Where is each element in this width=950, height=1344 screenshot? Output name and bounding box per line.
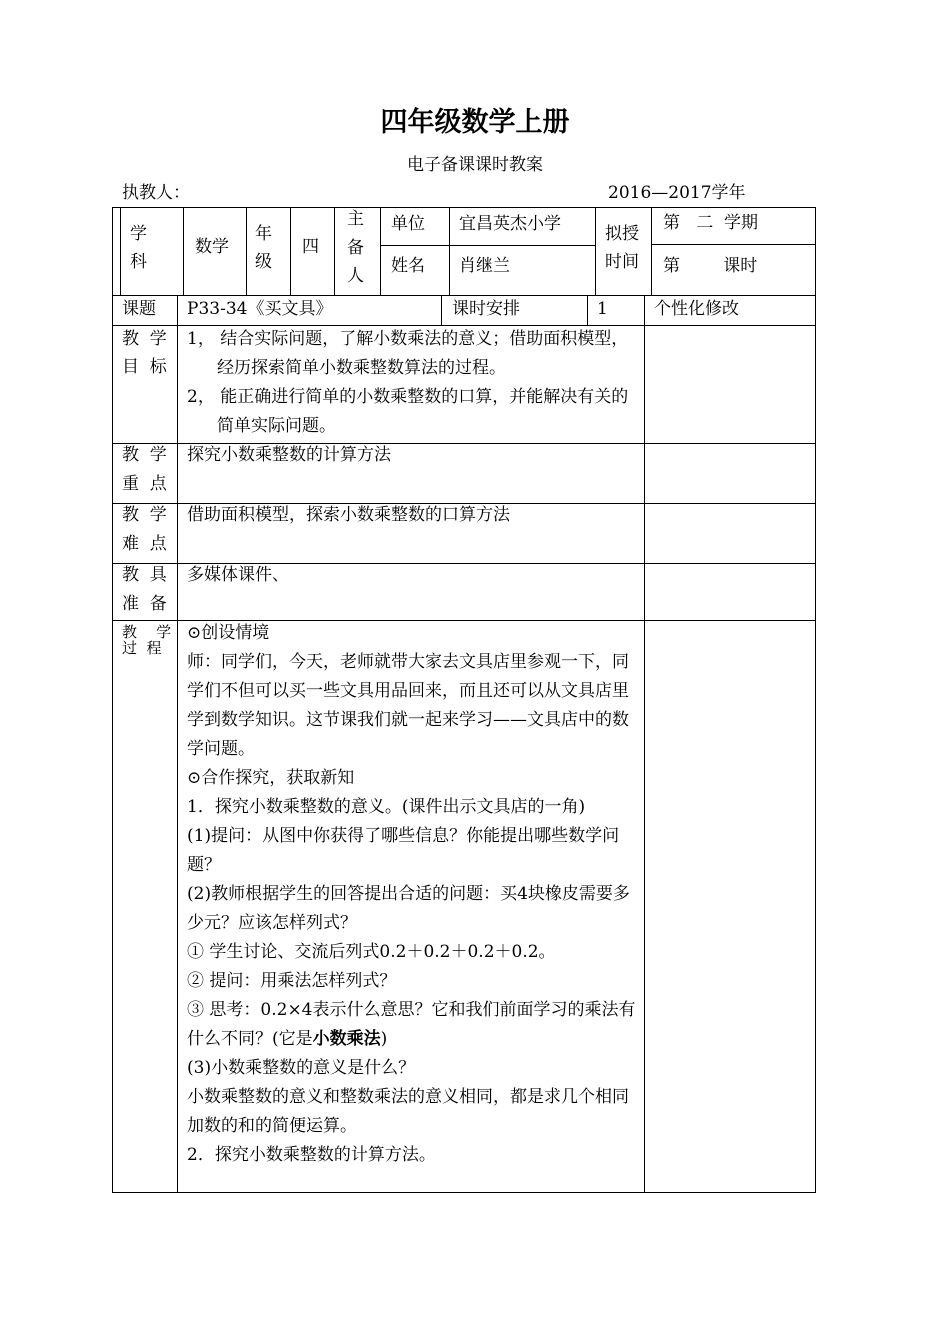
- grade-value: 四: [302, 237, 319, 257]
- page-title: 四年级数学上册: [380, 107, 570, 138]
- process-paragraph: (1)提问：从图中你获得了哪些信息？你能提出哪些数学问题？: [187, 826, 620, 875]
- materials-label: 教 具: [122, 565, 167, 585]
- table-border: [441, 295, 442, 325]
- subject-label: 科: [130, 252, 147, 272]
- key-point-value: 探究小数乘整数的计算方法: [187, 445, 391, 465]
- table-border: [651, 207, 652, 296]
- process-paragraph: 小数乘整数的意义和整数乘法的意义相同，都是求几个相同加数的和的简便运算。: [187, 1087, 629, 1136]
- process-emphasis: 小数乘法: [312, 1029, 381, 1049]
- difficulty-label: 教 学: [122, 505, 167, 525]
- unit-label: 单位: [391, 214, 425, 234]
- key-point-label: 重 点: [122, 474, 167, 494]
- table-border: [112, 207, 815, 208]
- topic-value: P33-34《买文具》: [187, 299, 333, 319]
- process-paragraph: ① 学生讨论、交流后列式0.2＋0.2＋0.2＋0.2。: [187, 942, 556, 962]
- executor-label: 执教人：: [122, 183, 190, 203]
- table-border: [644, 295, 645, 1193]
- table-border: [177, 295, 178, 1193]
- objectives-label: 目 标: [122, 357, 167, 377]
- table-border: [380, 207, 381, 296]
- table-border: [587, 295, 588, 325]
- grade-label: 年: [255, 224, 272, 244]
- page-subtitle: 电子备课课时教案: [407, 155, 543, 175]
- table-border: [334, 207, 335, 296]
- preparer-label: 备: [347, 238, 364, 258]
- difficulty-label: 难 点: [122, 534, 167, 554]
- process-label: 过 程: [122, 639, 162, 657]
- personalization-label: 个性化修改: [654, 299, 739, 319]
- table-border: [120, 207, 121, 296]
- objective-item: 1， 结合实际问题，了解小数乘法的意义；借助面积模型，经历探索简单小数乘整数算法的过程。: [187, 329, 629, 378]
- objectives-label: 教 学: [122, 329, 167, 349]
- schedule-value: 1: [597, 299, 608, 319]
- school-year: 2016—2017学年: [608, 183, 746, 203]
- table-border: [380, 245, 595, 246]
- process-paragraph: 1．探究小数乘整数的意义。(课件出示文具店的一角): [187, 797, 586, 817]
- table-border: [290, 207, 291, 296]
- objective-item: 2， 能正确进行简单的小数乘整数的口算，并能解决有关的简单实际问题。: [187, 387, 629, 436]
- process-content: [187, 619, 639, 1170]
- name-label: 姓名: [391, 256, 425, 276]
- process-paragraph: ② 提问：用乘法怎样列式？: [187, 971, 397, 991]
- grade-label: 级: [255, 252, 272, 272]
- process-label: 教 学: [122, 623, 172, 641]
- table-border: [112, 1192, 815, 1193]
- table-border: [815, 207, 816, 296]
- preparer-label: 主: [347, 209, 364, 229]
- lesson-number: 第 课时: [663, 256, 758, 276]
- topic-label: 课题: [122, 299, 156, 319]
- preparer-label: 人: [347, 266, 364, 286]
- process-paragraph: [187, 996, 639, 1054]
- unit-value: 宜昌英杰小学: [459, 214, 561, 234]
- table-border: [449, 207, 450, 296]
- process-heading: ⊙合作探究，获取新知: [187, 768, 355, 788]
- process-paragraph: 师：同学们，今天，老师就带大家去文具店里参观一下，同学们不但可以买一些文具用品回来，而且还可以从文具店里学到数学知识。这节课我们就一起来学习——文具店中的数学问题。: [187, 652, 629, 759]
- planned-time-label: 拟授: [605, 224, 639, 244]
- process-heading: ⊙创设情境: [187, 623, 270, 643]
- table-border: [815, 295, 816, 1193]
- planned-time-label: 时间: [605, 252, 639, 272]
- process-paragraph: 2．探究小数乘整数的计算方法。: [187, 1145, 436, 1165]
- subject-value: 数学: [195, 237, 229, 257]
- name-value: 肖继兰: [459, 256, 510, 276]
- process-paragraph: (2)教师根据学生的回答提出合适的问题：买4块橡皮需要多少元？应该怎样列式？: [187, 884, 630, 933]
- process-text: ③ 思考：0.2×4表示什么意思？它和我们前面学习的乘法有什么不同？(它是: [187, 1000, 636, 1049]
- table-border: [183, 207, 184, 296]
- subject-label: 学: [130, 224, 147, 244]
- table-border: [112, 295, 113, 1193]
- schedule-label: 课时安排: [452, 299, 520, 319]
- materials-value: 多媒体课件、: [187, 565, 289, 585]
- key-point-label: 教 学: [122, 445, 167, 465]
- process-text: ): [380, 1029, 388, 1049]
- table-border: [112, 207, 113, 296]
- difficulty-value: 借助面积模型，探索小数乘整数的口算方法: [187, 505, 510, 525]
- table-border: [246, 207, 247, 296]
- process-paragraph: (3)小数乘整数的意义是什么？: [187, 1058, 416, 1078]
- semester: 第 二 学期: [663, 213, 759, 233]
- objectives-content: [187, 325, 639, 441]
- materials-label: 准 备: [122, 594, 167, 614]
- table-border: [651, 244, 815, 245]
- table-border: [595, 207, 596, 296]
